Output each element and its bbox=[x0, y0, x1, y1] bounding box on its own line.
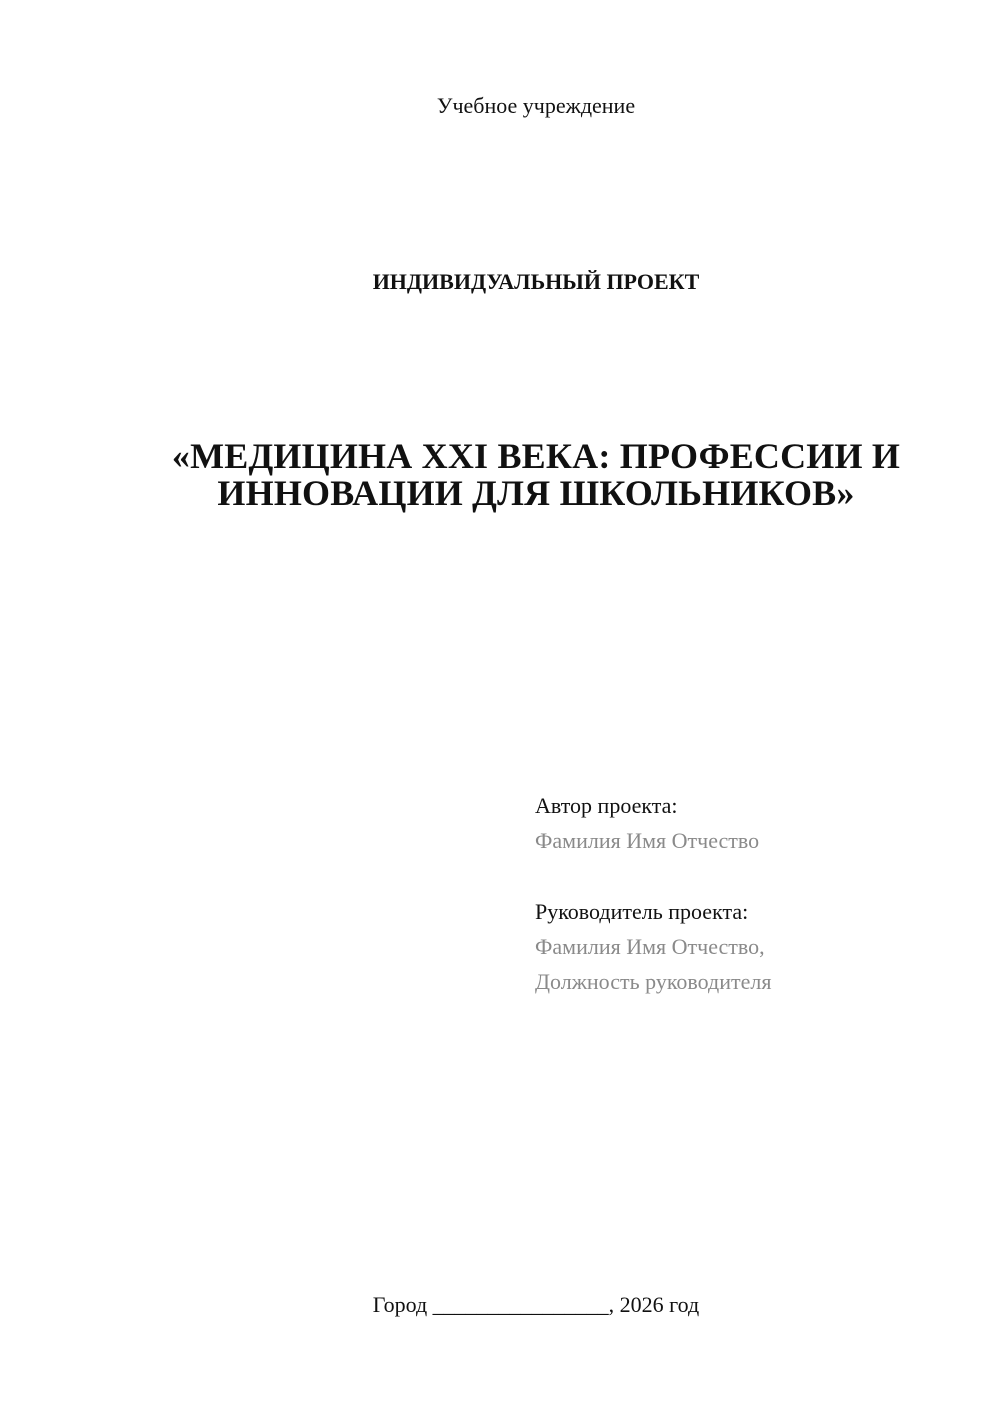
project-type-heading: ИНДИВИДУАЛЬНЫЙ ПРОЕКТ bbox=[372, 269, 700, 294]
supervisor-label: Руководитель проекта: bbox=[535, 899, 749, 924]
city-year-footer: Город ________________, 2026 год bbox=[372, 1292, 700, 1317]
supervisor-position: Должность руководителя bbox=[535, 969, 772, 994]
supervisor-name: Фамилия Имя Отчество, bbox=[535, 934, 765, 959]
author-name: Фамилия Имя Отчество bbox=[535, 828, 760, 853]
credits-spacer bbox=[535, 858, 965, 894]
project-title bbox=[100, 438, 972, 512]
project-title-line-2: ИННОВАЦИИ ДЛЯ ШКОЛЬНИКОВ» bbox=[217, 473, 855, 513]
institution-name: Учебное учреждение bbox=[436, 93, 636, 118]
credits-block bbox=[535, 788, 965, 999]
project-title-line-1: «МЕДИЦИНА XXI ВЕКА: ПРОФЕССИИ И bbox=[171, 436, 901, 476]
author-label: Автор проекта: bbox=[535, 793, 678, 818]
